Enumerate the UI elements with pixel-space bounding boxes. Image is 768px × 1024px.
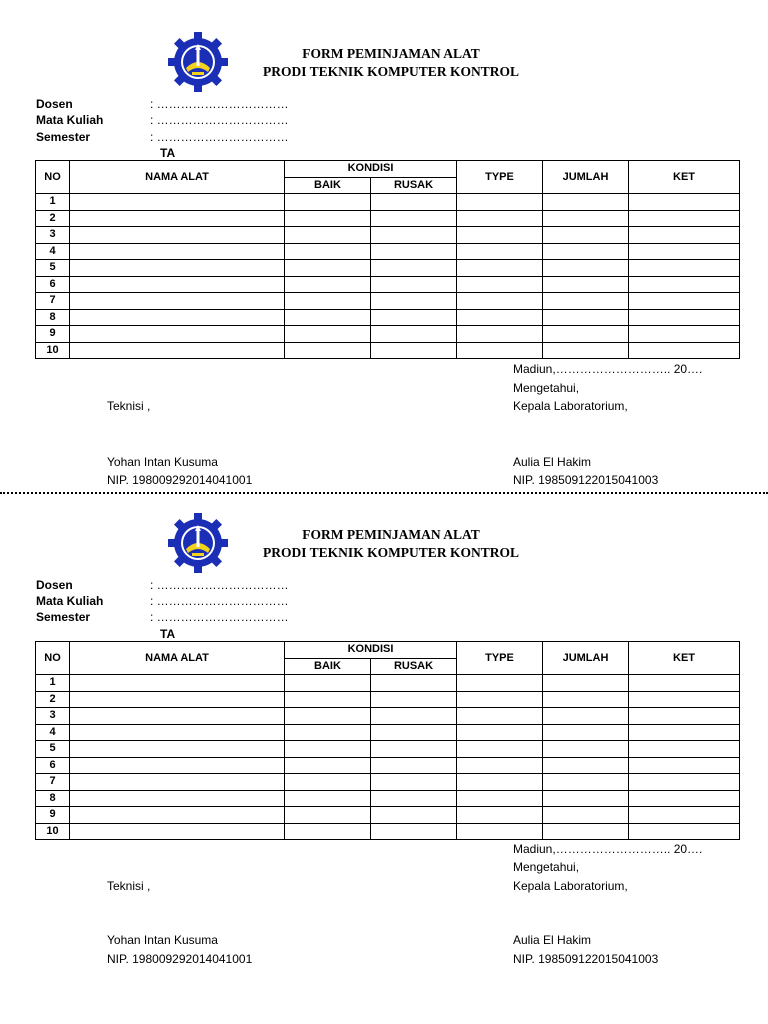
- row-number: 9: [36, 807, 70, 824]
- field-label: Mata Kuliah: [36, 113, 104, 127]
- header-baik: BAIK: [285, 177, 371, 194]
- header-no: NO: [36, 642, 70, 675]
- header-nama-alat: NAMA ALAT: [70, 161, 285, 194]
- empty-cell: [371, 227, 457, 244]
- empty-cell: [371, 326, 457, 343]
- table-row: [36, 210, 740, 227]
- empty-cell: [543, 243, 629, 260]
- row-number: 3: [36, 708, 70, 725]
- kepala-name: Aulia El Hakim: [513, 455, 592, 469]
- empty-cell: [70, 260, 285, 277]
- empty-cell: [543, 227, 629, 244]
- row-number: 8: [36, 790, 70, 807]
- empty-cell: [371, 293, 457, 310]
- empty-cell: [285, 741, 371, 758]
- row-number: 4: [36, 243, 70, 260]
- empty-cell: [371, 724, 457, 741]
- empty-cell: [285, 227, 371, 244]
- empty-cell: [543, 293, 629, 310]
- empty-cell: [70, 790, 285, 807]
- empty-cell: [285, 293, 371, 310]
- table-row: [36, 276, 740, 293]
- header-kondisi: KONDISI: [285, 161, 457, 178]
- table-row: [36, 293, 740, 310]
- teknisi-name: Yohan Intan Kusuma: [107, 933, 218, 947]
- empty-cell: [543, 276, 629, 293]
- empty-cell: [70, 342, 285, 359]
- empty-cell: [543, 194, 629, 211]
- kepala-nip: NIP. 198509122015041003: [513, 952, 659, 966]
- empty-cell: [629, 774, 740, 791]
- empty-cell: [457, 774, 543, 791]
- empty-cell: [543, 675, 629, 692]
- header-rusak: RUSAK: [371, 658, 457, 675]
- teknisi-nip: NIP. 198009292014041001: [107, 952, 253, 966]
- row-number: 3: [36, 227, 70, 244]
- empty-cell: [457, 293, 543, 310]
- row-number: 7: [36, 774, 70, 791]
- form-title: FORM PEMINJAMAN ALAT: [302, 46, 480, 61]
- table-row: [36, 194, 740, 211]
- row-number: 10: [36, 823, 70, 840]
- empty-cell: [629, 708, 740, 725]
- empty-cell: [70, 807, 285, 824]
- empty-cell: [629, 757, 740, 774]
- empty-cell: [629, 309, 740, 326]
- empty-cell: [457, 194, 543, 211]
- empty-cell: [70, 243, 285, 260]
- empty-cell: [543, 326, 629, 343]
- table-row: [36, 326, 740, 343]
- ta-label: TA: [160, 146, 176, 160]
- header-no: NO: [36, 161, 70, 194]
- equipment-table: [35, 160, 740, 359]
- empty-cell: [457, 807, 543, 824]
- empty-cell: [371, 823, 457, 840]
- row-number: 7: [36, 293, 70, 310]
- empty-cell: [70, 309, 285, 326]
- empty-cell: [629, 823, 740, 840]
- empty-cell: [457, 243, 543, 260]
- empty-cell: [285, 260, 371, 277]
- empty-cell: [457, 741, 543, 758]
- table-row: [36, 691, 740, 708]
- empty-cell: [285, 757, 371, 774]
- teknisi-nip: NIP. 198009292014041001: [107, 473, 253, 487]
- empty-cell: [629, 342, 740, 359]
- empty-cell: [543, 724, 629, 741]
- kepala-name: Aulia El Hakim: [513, 933, 592, 947]
- empty-cell: [543, 260, 629, 277]
- teknisi-title: Teknisi ,: [107, 399, 151, 413]
- empty-cell: [629, 691, 740, 708]
- kepala-nip: NIP. 198509122015041003: [513, 473, 659, 487]
- empty-cell: [371, 741, 457, 758]
- empty-cell: [285, 823, 371, 840]
- empty-cell: [371, 774, 457, 791]
- field-value: : ……………………………: [150, 113, 289, 127]
- empty-cell: [457, 260, 543, 277]
- empty-cell: [285, 807, 371, 824]
- empty-cell: [457, 227, 543, 244]
- empty-cell: [371, 790, 457, 807]
- empty-cell: [629, 260, 740, 277]
- header-type: TYPE: [457, 642, 543, 675]
- empty-cell: [457, 790, 543, 807]
- place-date: Madiun,……………………….. 20….: [513, 362, 703, 376]
- empty-cell: [457, 210, 543, 227]
- empty-cell: [371, 210, 457, 227]
- mengetahui-text: Mengetahui,: [513, 381, 580, 395]
- header-jumlah: JUMLAH: [543, 161, 629, 194]
- field-value: : ……………………………: [150, 578, 289, 592]
- empty-cell: [457, 675, 543, 692]
- loan-form-1: [0, 0, 768, 487]
- empty-cell: [70, 194, 285, 211]
- row-number: 5: [36, 260, 70, 277]
- empty-cell: [629, 724, 740, 741]
- empty-cell: [371, 757, 457, 774]
- empty-cell: [543, 309, 629, 326]
- empty-cell: [457, 276, 543, 293]
- empty-cell: [70, 210, 285, 227]
- table-row: [36, 823, 740, 840]
- empty-cell: [629, 741, 740, 758]
- empty-cell: [285, 210, 371, 227]
- table-body: [36, 675, 740, 840]
- field-label: Semester: [36, 130, 91, 144]
- empty-cell: [543, 823, 629, 840]
- empty-cell: [285, 790, 371, 807]
- table-row: [36, 227, 740, 244]
- kepala-lab-title: Kepala Laboratorium,: [513, 879, 628, 893]
- mengetahui-text: Mengetahui,: [513, 860, 580, 874]
- table-body: [36, 194, 740, 359]
- teknisi-title: Teknisi ,: [107, 879, 151, 893]
- row-number: 9: [36, 326, 70, 343]
- empty-cell: [70, 708, 285, 725]
- empty-cell: [285, 309, 371, 326]
- university-logo-icon: [168, 32, 228, 92]
- empty-cell: [70, 293, 285, 310]
- empty-cell: [629, 243, 740, 260]
- table-row: [36, 675, 740, 692]
- table-row: [36, 309, 740, 326]
- equipment-table: [35, 641, 740, 840]
- empty-cell: [629, 326, 740, 343]
- table-row: [36, 708, 740, 725]
- empty-cell: [285, 708, 371, 725]
- header-rusak: RUSAK: [371, 177, 457, 194]
- row-number: 6: [36, 757, 70, 774]
- empty-cell: [371, 691, 457, 708]
- form-subtitle: PRODI TEKNIK KOMPUTER KONTROL: [263, 64, 519, 79]
- row-number: 2: [36, 691, 70, 708]
- empty-cell: [543, 741, 629, 758]
- empty-cell: [371, 243, 457, 260]
- header-baik: BAIK: [285, 658, 371, 675]
- place-date: Madiun,……………………….. 20….: [513, 842, 703, 856]
- empty-cell: [70, 757, 285, 774]
- empty-cell: [629, 675, 740, 692]
- empty-cell: [543, 691, 629, 708]
- table-row: [36, 741, 740, 758]
- empty-cell: [543, 790, 629, 807]
- table-row: [36, 807, 740, 824]
- empty-cell: [70, 823, 285, 840]
- empty-cell: [371, 675, 457, 692]
- empty-cell: [70, 326, 285, 343]
- empty-cell: [70, 741, 285, 758]
- empty-cell: [371, 309, 457, 326]
- field-value: : ……………………………: [150, 97, 289, 111]
- table-row: [36, 243, 740, 260]
- empty-cell: [285, 276, 371, 293]
- empty-cell: [457, 708, 543, 725]
- empty-cell: [457, 691, 543, 708]
- empty-cell: [629, 293, 740, 310]
- empty-cell: [371, 260, 457, 277]
- teknisi-name: Yohan Intan Kusuma: [107, 455, 218, 469]
- field-label: Semester: [36, 610, 91, 624]
- empty-cell: [70, 675, 285, 692]
- form-subtitle: PRODI TEKNIK KOMPUTER KONTROL: [263, 545, 519, 560]
- row-number: 5: [36, 741, 70, 758]
- header-type: TYPE: [457, 161, 543, 194]
- row-number: 10: [36, 342, 70, 359]
- empty-cell: [285, 326, 371, 343]
- empty-cell: [371, 342, 457, 359]
- row-number: 6: [36, 276, 70, 293]
- table-row: [36, 790, 740, 807]
- field-value: : ……………………………: [150, 130, 289, 144]
- header-ket: KET: [629, 161, 740, 194]
- empty-cell: [371, 708, 457, 725]
- empty-cell: [629, 210, 740, 227]
- empty-cell: [285, 675, 371, 692]
- field-value: : ……………………………: [150, 594, 289, 608]
- empty-cell: [285, 691, 371, 708]
- row-number: 8: [36, 309, 70, 326]
- ta-label: TA: [160, 627, 176, 641]
- university-logo-icon: [168, 513, 228, 573]
- empty-cell: [457, 309, 543, 326]
- empty-cell: [371, 807, 457, 824]
- empty-cell: [629, 276, 740, 293]
- empty-cell: [371, 194, 457, 211]
- table-row: [36, 757, 740, 774]
- row-number: 1: [36, 675, 70, 692]
- empty-cell: [70, 276, 285, 293]
- row-number: 2: [36, 210, 70, 227]
- empty-cell: [457, 823, 543, 840]
- empty-cell: [629, 227, 740, 244]
- empty-cell: [285, 243, 371, 260]
- loan-form-2: [0, 481, 768, 966]
- field-label: Mata Kuliah: [36, 594, 104, 608]
- empty-cell: [543, 210, 629, 227]
- empty-cell: [543, 774, 629, 791]
- empty-cell: [285, 342, 371, 359]
- empty-cell: [457, 757, 543, 774]
- empty-cell: [285, 194, 371, 211]
- empty-cell: [457, 724, 543, 741]
- table-row: [36, 342, 740, 359]
- empty-cell: [285, 724, 371, 741]
- empty-cell: [629, 194, 740, 211]
- empty-cell: [543, 708, 629, 725]
- header-jumlah: JUMLAH: [543, 642, 629, 675]
- table-row: [36, 724, 740, 741]
- empty-cell: [70, 724, 285, 741]
- row-number: 1: [36, 194, 70, 211]
- empty-cell: [629, 790, 740, 807]
- table-row: [36, 260, 740, 277]
- form-title: FORM PEMINJAMAN ALAT: [302, 527, 480, 542]
- field-label: Dosen: [36, 97, 73, 111]
- empty-cell: [371, 276, 457, 293]
- empty-cell: [285, 774, 371, 791]
- empty-cell: [70, 691, 285, 708]
- empty-cell: [70, 774, 285, 791]
- empty-cell: [70, 227, 285, 244]
- empty-cell: [543, 342, 629, 359]
- field-label: Dosen: [36, 578, 73, 592]
- empty-cell: [457, 326, 543, 343]
- empty-cell: [543, 757, 629, 774]
- kepala-lab-title: Kepala Laboratorium,: [513, 399, 628, 413]
- table-row: [36, 774, 740, 791]
- header-ket: KET: [629, 642, 740, 675]
- empty-cell: [457, 342, 543, 359]
- field-value: : ……………………………: [150, 610, 289, 624]
- empty-cell: [543, 807, 629, 824]
- header-kondisi: KONDISI: [285, 642, 457, 659]
- header-nama-alat: NAMA ALAT: [70, 642, 285, 675]
- row-number: 4: [36, 724, 70, 741]
- empty-cell: [629, 807, 740, 824]
